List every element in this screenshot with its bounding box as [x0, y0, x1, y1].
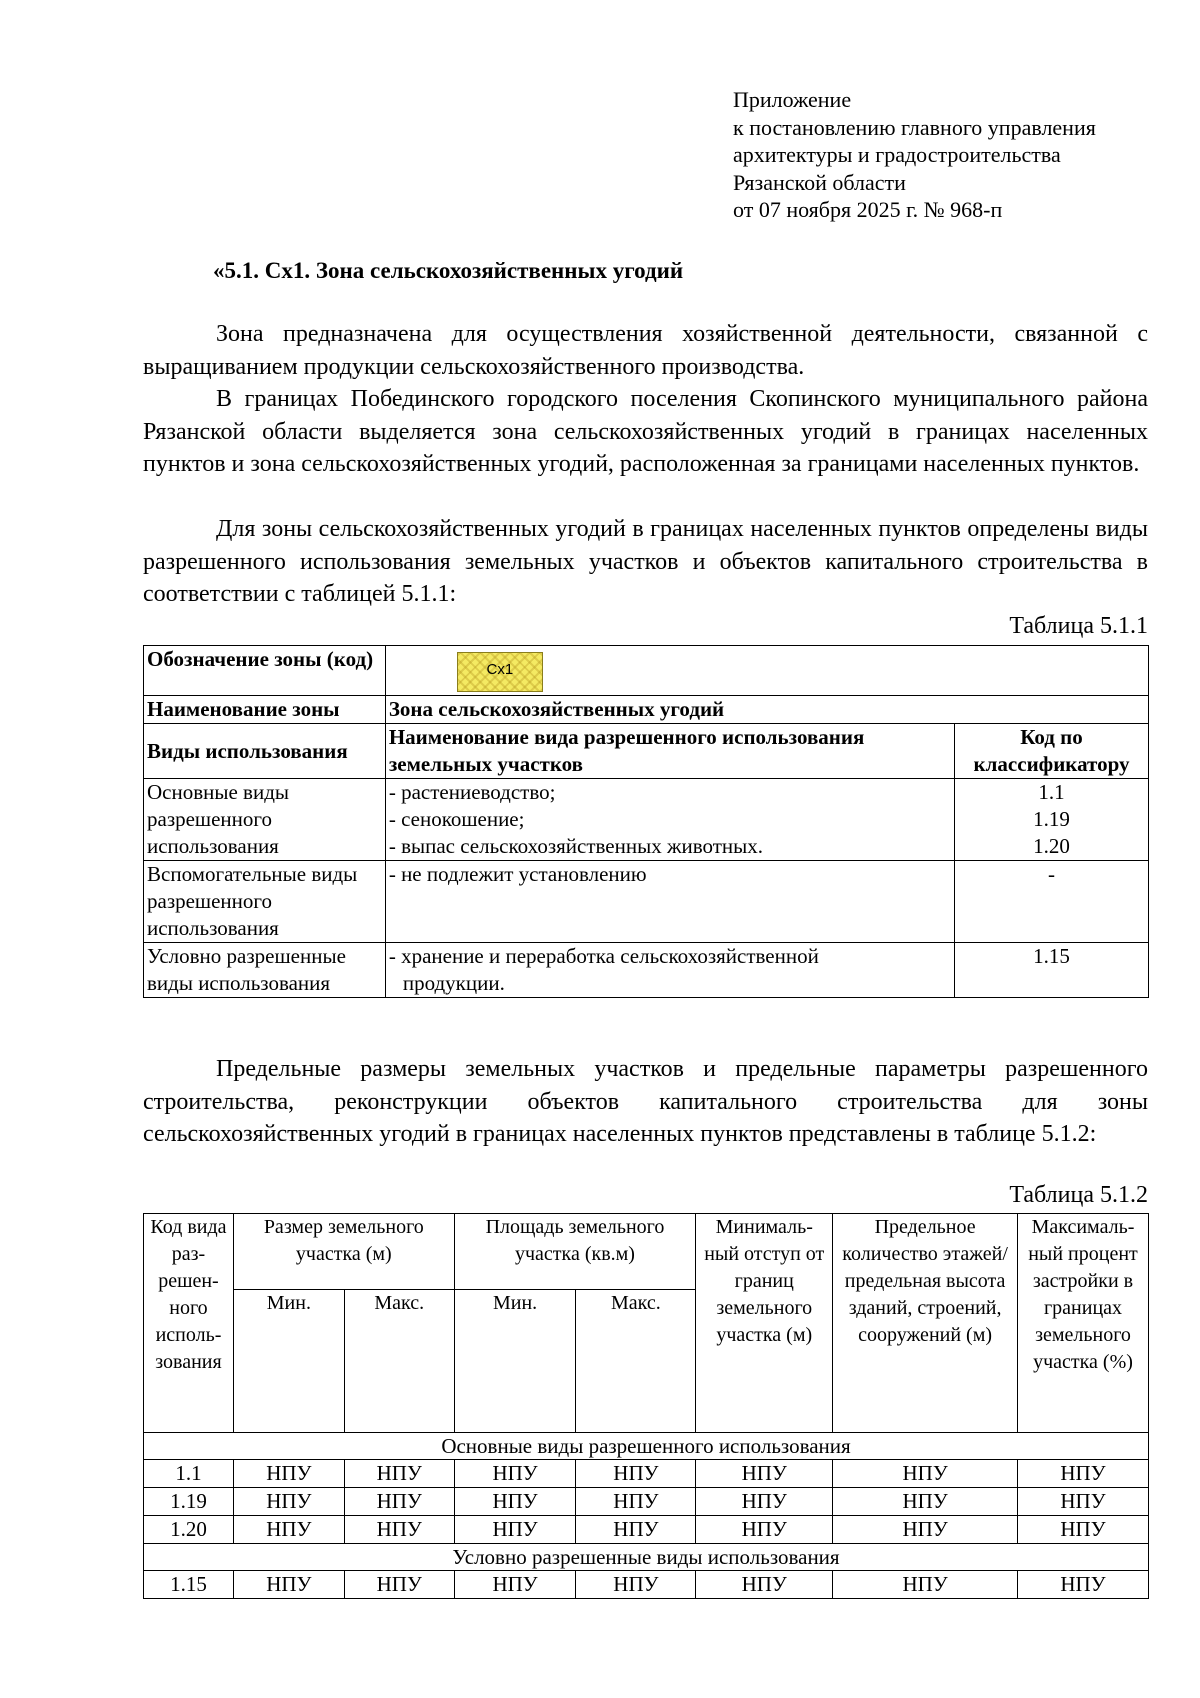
table-row	[144, 861, 1149, 943]
zone-symbol-label: Сх1	[486, 661, 514, 678]
paragraph-zones	[143, 383, 1148, 481]
table-cell: НПУ	[233, 1571, 344, 1599]
table-row	[144, 646, 1149, 696]
table-cell: 1.1	[144, 1460, 234, 1488]
table-cell: НПУ	[576, 1460, 696, 1488]
table-cell: НПУ	[344, 1571, 454, 1599]
code-list	[955, 943, 1149, 998]
table-cell: НПУ	[833, 1516, 1018, 1544]
header-coverage: Максималь-ный процент застройки в границах земельного участка (%)	[1018, 1214, 1149, 1433]
header-line: Рязанской области	[733, 169, 906, 195]
header-plot-area: Площадь земельного участка (кв.м)	[454, 1214, 696, 1290]
table-cell: НПУ	[1018, 1516, 1149, 1544]
table-cell: НПУ	[454, 1516, 576, 1544]
paragraph-table2-intro	[143, 1053, 1148, 1151]
zone-name-value: Зона сельскохозяйственных угодий	[385, 696, 1148, 724]
table-row	[144, 1488, 1149, 1516]
use-list	[385, 861, 954, 943]
table-cell: НПУ	[833, 1460, 1018, 1488]
table-cell: НПУ	[233, 1516, 344, 1544]
table-cell: НПУ	[233, 1460, 344, 1488]
zone-symbol-icon	[457, 652, 543, 692]
zone-name-label: Наименование зоны	[144, 696, 386, 724]
table-cell: НПУ	[576, 1516, 696, 1544]
header-floors: Предельное количество этажей/ предельная высота зданий, строений, сооружений (м)	[833, 1214, 1018, 1433]
header-code: Код вида раз-решен-ного исполь-зования	[144, 1214, 234, 1433]
table-cell: НПУ	[1018, 1488, 1149, 1516]
paragraph-purpose	[143, 318, 1148, 383]
table2-caption: Таблица 5.1.2	[1009, 1182, 1148, 1208]
column-header-use-name: Наименование вида разрешенного использования земельных участков	[385, 724, 954, 779]
paragraph-text: Предельные размеры земельных участков и предельные параметры разрешенного строительства, реконструкции объектов капитального строительства для зоны сельскохозяйственных угодий в границах населенных пунктов представлены в таблице 5.1.2:	[143, 1056, 1148, 1147]
table-cell: НПУ	[344, 1460, 454, 1488]
section-title: «5.1. Сх1. Зона сельскохозяйственных угодий	[213, 258, 684, 283]
approval-header	[733, 86, 1173, 224]
paragraph-table1-intro	[143, 513, 1148, 611]
section-conditional-uses: Условно разрешенные виды использования	[144, 1544, 1149, 1571]
use-item: продукции.	[402, 971, 505, 995]
use-list	[385, 943, 954, 998]
header-line: Приложение	[733, 87, 852, 112]
uses-label: Виды использования	[144, 724, 386, 779]
paragraph-text: В границах Побединского городского поселения Скопинского муниципального района Рязанской области выделяется зона сельскохозяйственных угодий в границах населенных пунктов и зона сельскохозяйственных угодий, расположенная за границами населенных пунктов.	[143, 386, 1148, 477]
section-row	[144, 1544, 1149, 1571]
table-cell: НПУ	[1018, 1460, 1149, 1488]
table-cell: НПУ	[576, 1571, 696, 1599]
paragraph-text: Для зоны сельскохозяйственных угодий в границах населенных пунктов определены виды разрешенного использования земельных участков и объектов капитального строительства в соответствии с таблицей 5.1.1:	[143, 516, 1148, 607]
table-cell: НПУ	[454, 1488, 576, 1516]
table-cell: 1.15	[144, 1571, 234, 1599]
table-permitted-uses	[143, 645, 1149, 998]
header-min: Мин.	[454, 1290, 576, 1433]
paragraph-text: Зона предназначена для осуществления хозяйственной деятельности, связанной с выращиванием продукции сельскохозяйственного производства.	[143, 321, 1148, 380]
category-conditional: Условно разрешенные виды использования	[144, 943, 386, 998]
table-cell: НПУ	[696, 1460, 833, 1488]
code-item: 1.15	[1033, 944, 1070, 968]
table1-caption: Таблица 5.1.1	[1009, 613, 1148, 639]
use-list	[385, 779, 954, 861]
table-row	[144, 724, 1149, 779]
table-cell: НПУ	[833, 1488, 1018, 1516]
category-main: Основные виды разрешенного использования	[144, 779, 386, 861]
table-limit-parameters	[143, 1213, 1149, 1599]
table-cell: 1.19	[144, 1488, 234, 1516]
header-setback: Минималь-ный отступ от границ земельного участка (м)	[696, 1214, 833, 1433]
use-item: - растениеводство;	[388, 780, 556, 804]
category-auxiliary: Вспомогательные виды разрешенного использования	[144, 861, 386, 943]
table-cell: НПУ	[233, 1488, 344, 1516]
zone-code-cell	[385, 646, 1148, 696]
table-cell: НПУ	[696, 1516, 833, 1544]
table-row	[144, 779, 1149, 861]
table-cell: НПУ	[454, 1460, 576, 1488]
table-cell: НПУ	[1018, 1571, 1149, 1599]
code-list	[955, 861, 1149, 943]
table-cell: НПУ	[696, 1571, 833, 1599]
table-cell: НПУ	[696, 1488, 833, 1516]
table-row	[144, 1571, 1149, 1599]
header-line: от 07 ноября 2025 г. № 968-п	[733, 197, 1003, 222]
header-max: Макс.	[576, 1290, 696, 1433]
table-row	[144, 696, 1149, 724]
header-min: Мин.	[233, 1290, 344, 1433]
table-cell: НПУ	[454, 1571, 576, 1599]
zone-code-label: Обозначение зоны (код)	[144, 646, 386, 696]
column-header-code: Код по классификатору	[955, 724, 1149, 779]
table-cell: 1.20	[144, 1516, 234, 1544]
section-main-uses: Основные виды разрешенного использования	[144, 1433, 1149, 1460]
table-cell: НПУ	[344, 1516, 454, 1544]
table-header-row	[144, 1214, 1149, 1290]
code-item: 1.20	[1033, 834, 1070, 858]
use-item: - сенокошение;	[388, 807, 525, 831]
use-item: - хранение и переработка сельскохозяйственной	[388, 944, 819, 968]
code-list	[955, 779, 1149, 861]
header-plot-size: Размер земельного участка (м)	[233, 1214, 454, 1290]
code-item: 1.1	[1038, 780, 1065, 804]
header-line: к постановлению главного управления	[733, 114, 1096, 140]
table-cell: НПУ	[576, 1488, 696, 1516]
use-item: - не подлежит установлению	[388, 862, 647, 886]
code-item: 1.19	[1033, 807, 1070, 831]
table-row	[144, 943, 1149, 998]
header-max: Макс.	[344, 1290, 454, 1433]
use-item: - выпас сельскохозяйственных животных.	[388, 834, 763, 858]
table-cell: НПУ	[344, 1488, 454, 1516]
section-row	[144, 1433, 1149, 1460]
header-line: архитектуры и градостроительства	[733, 142, 1061, 167]
table-row	[144, 1460, 1149, 1488]
table-cell: НПУ	[833, 1571, 1018, 1599]
table-row	[144, 1516, 1149, 1544]
code-item: -	[1048, 862, 1056, 886]
